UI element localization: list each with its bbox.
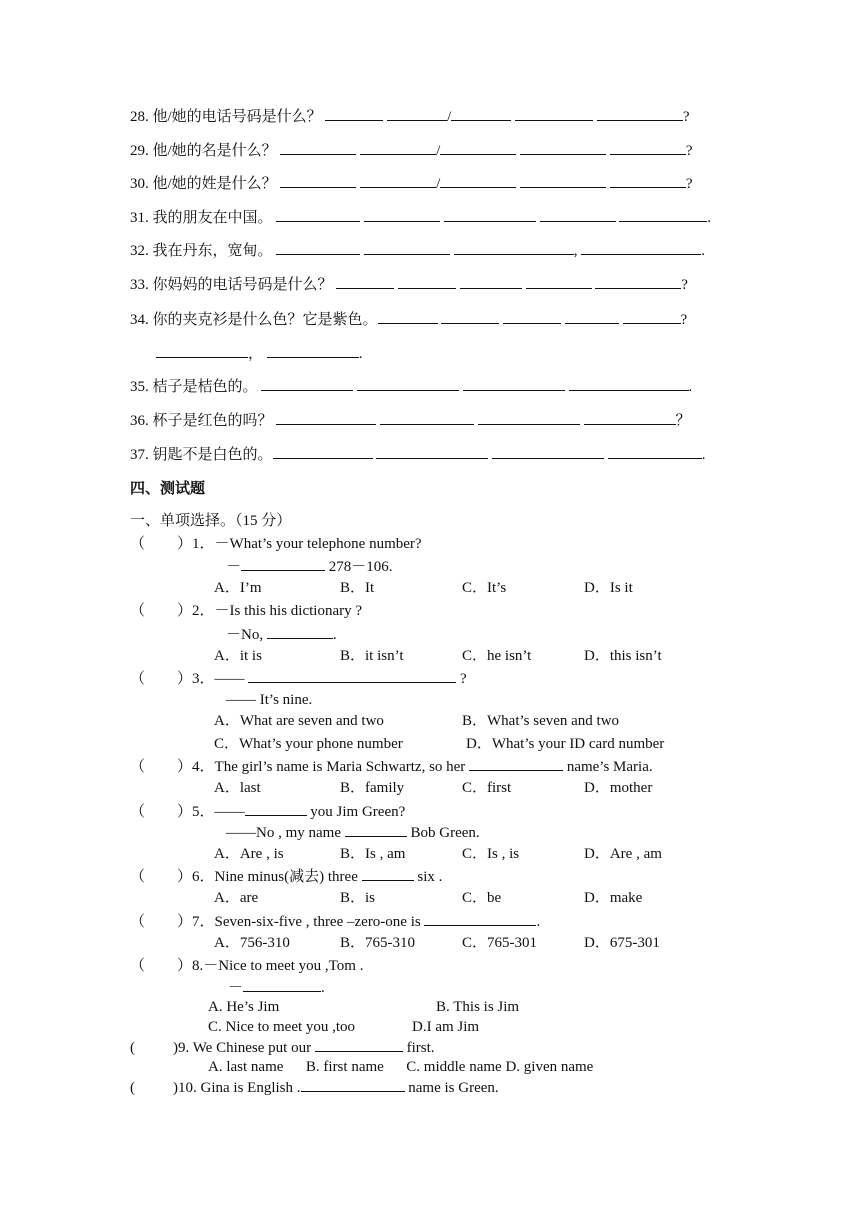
question-8-line2 bbox=[228, 977, 325, 998]
answer-blank[interactable] bbox=[267, 624, 333, 639]
answer-paren-close: ） bbox=[177, 804, 193, 820]
item-chinese-text: 你妈妈的电话号码是什么？ bbox=[152, 277, 333, 293]
question-3-line2: —— It’s nine. bbox=[226, 692, 313, 708]
answer-blank[interactable] bbox=[584, 410, 676, 425]
option-d[interactable]: D．What’s your ID card number bbox=[466, 736, 665, 752]
option-c[interactable]: C. Nice to meet you ,too bbox=[208, 1019, 356, 1035]
answer-paren-close: ） bbox=[177, 671, 193, 687]
answer-paren-close: ） bbox=[177, 958, 193, 974]
option-c[interactable]: C．765-301 bbox=[462, 935, 538, 951]
question-text: Nine minus(减去) three bbox=[214, 869, 362, 885]
answer-paren-open: （ bbox=[130, 536, 146, 552]
option-b[interactable]: B．It bbox=[340, 580, 375, 596]
answer-blank[interactable] bbox=[276, 410, 376, 425]
answer-blank[interactable] bbox=[301, 1077, 405, 1092]
question-2 bbox=[130, 601, 362, 621]
answer-paren-open: （ bbox=[130, 759, 146, 775]
question-text: We Chinese put our bbox=[189, 1040, 315, 1056]
answer-blank[interactable] bbox=[424, 911, 536, 926]
option-c[interactable]: C．What’s your phone number bbox=[214, 736, 403, 752]
answer-blank[interactable] bbox=[248, 668, 456, 683]
subsection-title: 一、单项选择。（15 分） bbox=[130, 513, 292, 529]
item-chinese-text: 他/她的名是什么？ bbox=[152, 143, 277, 159]
answer-blank[interactable] bbox=[608, 444, 702, 459]
item-number: 36. bbox=[130, 413, 149, 429]
translation-item-31 bbox=[130, 207, 711, 228]
answer-blank[interactable] bbox=[267, 343, 359, 358]
answer-blank[interactable] bbox=[610, 140, 686, 155]
option-d[interactable]: D.I am Jim bbox=[412, 1019, 480, 1035]
answer-blank[interactable] bbox=[380, 410, 474, 425]
option-a[interactable]: A．are bbox=[214, 890, 259, 906]
answer-paren-open: ( bbox=[130, 1080, 135, 1096]
answer-blank[interactable] bbox=[451, 106, 511, 121]
answer-blank[interactable] bbox=[569, 376, 689, 391]
item-chinese-text: 杯子是红色的吗？ bbox=[152, 413, 273, 429]
answer-blank[interactable] bbox=[261, 376, 353, 391]
answer-blank[interactable] bbox=[280, 140, 356, 155]
answer-blank[interactable] bbox=[520, 140, 606, 155]
item-chinese-text: 我在丹东，宽甸。 bbox=[152, 243, 273, 259]
answer-paren-close: ） bbox=[177, 759, 193, 775]
answer-paren-close: ） bbox=[177, 869, 193, 885]
item-number: 31. bbox=[130, 210, 149, 226]
answer-paren-open: （ bbox=[130, 914, 146, 930]
question-stem: －What’s your telephone number? bbox=[214, 536, 422, 552]
answer-blank[interactable] bbox=[156, 343, 248, 358]
translation-item-28 bbox=[130, 106, 690, 127]
item-number: 28. bbox=[130, 109, 149, 125]
item-chinese-text: 桔子是桔色的。 bbox=[152, 379, 258, 395]
item-chinese-text: 他/她的姓是什么？ bbox=[152, 176, 277, 192]
option-c[interactable]: C．Is , is bbox=[462, 846, 520, 862]
slash: / bbox=[436, 176, 441, 192]
answer-blank[interactable] bbox=[515, 106, 593, 121]
translation-item-29 bbox=[130, 140, 693, 161]
option-c[interactable]: C．first bbox=[462, 780, 512, 796]
answer-blank[interactable] bbox=[581, 240, 701, 255]
answer-paren-open: （ bbox=[130, 869, 146, 885]
option-a[interactable]: A. He’s Jim bbox=[208, 999, 280, 1015]
slash: / bbox=[436, 143, 441, 159]
item-number: 29. bbox=[130, 143, 149, 159]
answer-paren-open: （ bbox=[130, 804, 146, 820]
question-text: －No, bbox=[226, 627, 267, 643]
question-stem: －Nice to meet you ,Tom . bbox=[203, 958, 364, 974]
question-text: —— bbox=[214, 671, 249, 687]
answer-paren-close: ） bbox=[177, 536, 193, 552]
question-number: 2． bbox=[192, 603, 215, 619]
question-9-options[interactable]: A. last name B. first name C. middle name D. given name bbox=[208, 1059, 594, 1075]
answer-blank[interactable] bbox=[357, 376, 459, 391]
question-text: The girl’s name is Maria Schwartz, so her bbox=[214, 759, 470, 775]
question-number: 1． bbox=[192, 536, 215, 552]
answer-paren-open: （ bbox=[130, 671, 146, 687]
answer-blank[interactable] bbox=[441, 309, 499, 324]
question-5 bbox=[130, 801, 405, 822]
end-punct: . bbox=[688, 379, 693, 395]
answer-blank[interactable] bbox=[273, 444, 373, 459]
option-c[interactable]: C．he isn’t bbox=[462, 648, 532, 664]
answer-blank[interactable] bbox=[376, 444, 488, 459]
answer-blank[interactable] bbox=[440, 140, 516, 155]
answer-blank[interactable] bbox=[463, 376, 565, 391]
answer-blank[interactable] bbox=[336, 274, 394, 289]
end-punct: ? bbox=[681, 277, 688, 293]
question-number: 5． bbox=[192, 804, 215, 820]
question-text: 278－106. bbox=[325, 559, 393, 575]
option-a[interactable]: A．What are seven and two bbox=[214, 713, 384, 729]
translation-item-37 bbox=[130, 444, 706, 465]
question-number: 7． bbox=[192, 914, 215, 930]
option-a[interactable]: A．I’m bbox=[214, 580, 262, 596]
end-punct: . bbox=[707, 210, 712, 226]
question-7 bbox=[130, 911, 540, 932]
translation-item-34 bbox=[130, 309, 687, 330]
period: . bbox=[321, 980, 325, 996]
option-b[interactable]: B．765-310 bbox=[340, 935, 416, 951]
question-1-line2 bbox=[226, 556, 393, 577]
item-number: 34. bbox=[130, 312, 149, 328]
option-a[interactable]: A．last bbox=[214, 780, 261, 796]
answer-blank[interactable] bbox=[245, 801, 307, 816]
period: . bbox=[332, 627, 337, 643]
translation-item-34-line2 bbox=[156, 343, 363, 364]
end-punct: ? bbox=[680, 312, 688, 328]
answer-blank[interactable] bbox=[610, 173, 686, 188]
question-10 bbox=[130, 1077, 499, 1098]
end-punct: . bbox=[701, 243, 706, 259]
option-b[interactable]: B．Is , am bbox=[340, 846, 406, 862]
answer-blank[interactable] bbox=[526, 274, 592, 289]
answer-blank[interactable] bbox=[280, 173, 356, 188]
section-title: 四、测试题 bbox=[130, 479, 206, 497]
answer-blank[interactable] bbox=[364, 240, 450, 255]
question-9 bbox=[130, 1037, 435, 1058]
answer-blank[interactable] bbox=[444, 207, 536, 222]
item-chinese-text: 你的夹克衫是什么色？它是紫色。 bbox=[152, 312, 378, 328]
option-b[interactable]: B．is bbox=[340, 890, 376, 906]
question-1 bbox=[130, 534, 422, 554]
question-3 bbox=[130, 668, 467, 689]
answer-paren-close: ） bbox=[177, 603, 193, 619]
answer-paren-open: ( bbox=[130, 1040, 135, 1056]
answer-blank[interactable] bbox=[595, 274, 681, 289]
answer-blank[interactable] bbox=[345, 822, 407, 837]
end-punct: ? bbox=[685, 176, 693, 192]
end-punct: ？ bbox=[675, 413, 691, 429]
period: . bbox=[536, 914, 541, 930]
translation-item-35 bbox=[130, 376, 692, 397]
question-4 bbox=[130, 756, 653, 777]
item-number: 35. bbox=[130, 379, 149, 395]
option-b[interactable]: B．family bbox=[340, 780, 405, 796]
comma: ， bbox=[248, 346, 264, 362]
question-text: ——No , my name bbox=[226, 825, 345, 841]
slash: / bbox=[447, 109, 452, 125]
option-d[interactable]: D．675-301 bbox=[584, 935, 660, 951]
question-text: Gina is English . bbox=[196, 1080, 301, 1096]
answer-blank[interactable] bbox=[315, 1037, 403, 1052]
answer-blank[interactable] bbox=[243, 977, 321, 992]
answer-blank[interactable] bbox=[241, 556, 325, 571]
answer-blank[interactable] bbox=[360, 140, 436, 155]
option-c[interactable]: C．be bbox=[462, 890, 502, 906]
option-a[interactable]: A．756-310 bbox=[214, 935, 290, 951]
answer-blank[interactable] bbox=[378, 309, 438, 324]
question-text: ? bbox=[456, 671, 467, 687]
item-number: 33. bbox=[130, 277, 149, 293]
answer-blank[interactable] bbox=[362, 866, 414, 881]
question-text: six . bbox=[413, 869, 443, 885]
answer-paren-close: ) bbox=[173, 1080, 178, 1096]
item-number: 32. bbox=[130, 243, 149, 259]
answer-blank[interactable] bbox=[469, 756, 563, 771]
answer-blank[interactable] bbox=[492, 444, 604, 459]
question-text: name is Green. bbox=[404, 1080, 499, 1096]
option-a[interactable]: A．it is bbox=[214, 648, 262, 664]
period: . bbox=[358, 346, 363, 362]
end-punct: ? bbox=[685, 143, 693, 159]
comma: , bbox=[573, 243, 578, 259]
question-number: 3． bbox=[192, 671, 215, 687]
answer-blank[interactable] bbox=[623, 309, 681, 324]
question-text: —— bbox=[214, 804, 245, 820]
question-number: 9. bbox=[178, 1040, 190, 1056]
end-punct: . bbox=[701, 447, 706, 463]
option-b[interactable]: B．What’s seven and two bbox=[462, 713, 620, 729]
translation-item-33 bbox=[130, 274, 688, 295]
translation-item-32 bbox=[130, 240, 705, 261]
dash: － bbox=[228, 980, 244, 996]
answer-blank[interactable] bbox=[325, 106, 383, 121]
question-text: you Jim Green? bbox=[306, 804, 406, 820]
question-text: name’s Maria. bbox=[563, 759, 653, 775]
answer-blank[interactable] bbox=[565, 309, 619, 324]
question-number: 10. bbox=[178, 1080, 197, 1096]
option-d[interactable]: D．Are , am bbox=[584, 846, 662, 862]
answer-paren-close: ） bbox=[177, 914, 193, 930]
question-text: Bob Green. bbox=[406, 825, 480, 841]
question-number: 4． bbox=[192, 759, 215, 775]
answer-blank[interactable] bbox=[619, 207, 707, 222]
answer-blank[interactable] bbox=[276, 207, 360, 222]
question-6 bbox=[130, 866, 442, 887]
option-d[interactable]: D．this isn’t bbox=[584, 648, 662, 664]
answer-blank[interactable] bbox=[364, 207, 440, 222]
question-number: 6． bbox=[192, 869, 215, 885]
item-chinese-text: 钥匙不是白色的。 bbox=[152, 447, 273, 463]
answer-paren-open: （ bbox=[130, 603, 146, 619]
question-number: 8. bbox=[192, 958, 204, 974]
answer-blank[interactable] bbox=[360, 173, 436, 188]
option-d[interactable]: D．mother bbox=[584, 780, 653, 796]
answer-blank[interactable] bbox=[520, 173, 606, 188]
option-b[interactable]: B．it isn’t bbox=[340, 648, 404, 664]
option-d[interactable]: D．Is it bbox=[584, 580, 633, 596]
translation-item-30 bbox=[130, 173, 693, 194]
translation-item-36 bbox=[130, 410, 691, 431]
answer-blank[interactable] bbox=[440, 173, 516, 188]
item-number: 30. bbox=[130, 176, 149, 192]
answer-paren-open: （ bbox=[130, 958, 146, 974]
answer-blank[interactable] bbox=[276, 240, 360, 255]
answer-blank[interactable] bbox=[597, 106, 683, 121]
answer-blank[interactable] bbox=[387, 106, 447, 121]
question-2-line2 bbox=[226, 624, 337, 645]
answer-blank[interactable] bbox=[454, 240, 574, 255]
question-5-line2 bbox=[226, 822, 480, 843]
end-punct: ? bbox=[682, 109, 690, 125]
item-number: 37. bbox=[130, 447, 149, 463]
dash: － bbox=[226, 559, 242, 575]
option-a[interactable]: A．Are , is bbox=[214, 846, 284, 862]
answer-blank[interactable] bbox=[540, 207, 616, 222]
question-text: Seven-six-five , three –zero-one is bbox=[214, 914, 425, 930]
option-d[interactable]: D．make bbox=[584, 890, 643, 906]
answer-blank[interactable] bbox=[503, 309, 561, 324]
answer-paren-close: ) bbox=[173, 1040, 178, 1056]
answer-blank[interactable] bbox=[398, 274, 456, 289]
question-stem: －Is this his dictionary ? bbox=[214, 603, 363, 619]
question-text: first. bbox=[402, 1040, 435, 1056]
item-chinese-text: 我的朋友在中国。 bbox=[152, 210, 273, 226]
question-8 bbox=[130, 956, 363, 976]
item-chinese-text: 他/她的电话号码是什么？ bbox=[152, 109, 322, 125]
answer-blank[interactable] bbox=[460, 274, 522, 289]
option-c[interactable]: C．It’s bbox=[462, 580, 507, 596]
option-b[interactable]: B. This is Jim bbox=[436, 999, 520, 1015]
answer-blank[interactable] bbox=[478, 410, 580, 425]
